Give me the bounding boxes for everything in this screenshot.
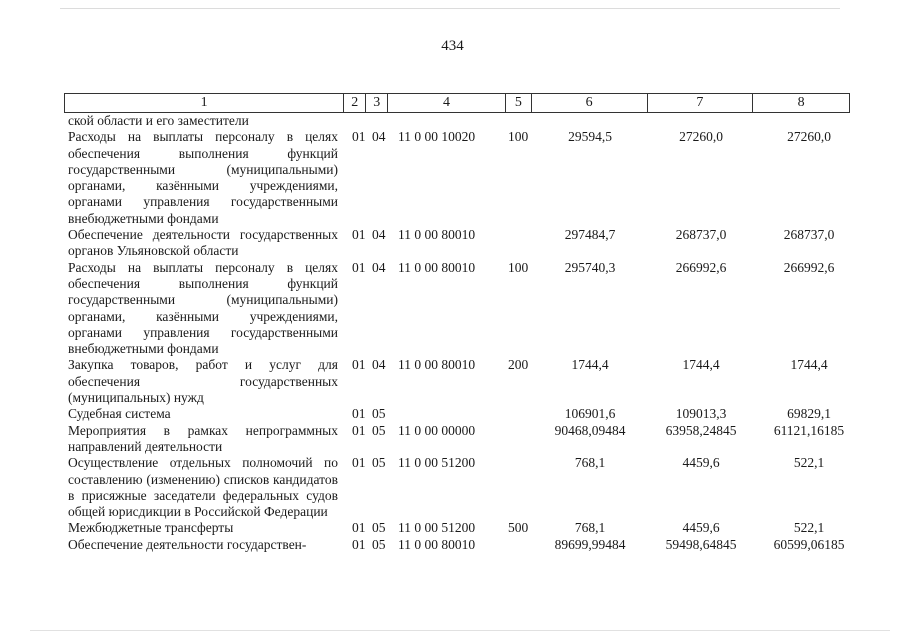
row-amount-col7: 4459,6 (682, 520, 720, 536)
row-subsection: 05 (372, 422, 386, 438)
row-amount-col7: 266992,6 (675, 259, 727, 275)
table-row (64, 520, 864, 536)
row-subsection: 04 (372, 259, 386, 275)
row-amount-col6: 295740,3 (564, 259, 616, 275)
row-amount-col6: 768,1 (574, 455, 606, 471)
header-col-2: 2 (344, 94, 366, 112)
row-subsection: 05 (372, 536, 386, 552)
row-expense-type: 100 (508, 259, 529, 275)
table-header (64, 93, 850, 113)
row-section: 01 (352, 406, 366, 422)
table-row (64, 260, 864, 358)
row-name: Расходы на выплаты персоналу в целях обеспечения выполнения функций государственными (муниципальными) органами, казёнными учреждениями, органами управления государственными внебюджетными фондами (68, 259, 338, 357)
row-expense-type (506, 455, 532, 520)
table-row (64, 357, 864, 406)
row-amount-col7 (648, 113, 754, 129)
row-amount-col6: 1744,4 (571, 357, 609, 373)
row-amount-col6: 768,1 (574, 520, 606, 536)
header-col-7: 7 (648, 94, 754, 112)
row-name: Обеспечение деятельности государствен- (68, 536, 307, 552)
row-subsection: 04 (372, 129, 386, 145)
table-row (64, 537, 864, 553)
row-amount-col8: 522,1 (793, 455, 825, 471)
page-number: 434 (441, 38, 464, 54)
row-amount-col7: 109013,3 (675, 406, 727, 422)
row-amount-col8: 69829,1 (787, 406, 831, 422)
row-section: 01 (352, 455, 366, 471)
row-name: Судебная система (68, 406, 171, 422)
table-row (64, 129, 864, 227)
row-target-code: 11 0 00 80010 (398, 536, 476, 552)
row-amount-col7: 59498,64845 (665, 536, 737, 552)
row-amount-col6: 106901,6 (564, 406, 616, 422)
row-subsection: 05 (372, 455, 386, 471)
row-amount-col8: 27260,0 (787, 129, 831, 145)
row-target-code: 11 0 00 10020 (398, 129, 476, 145)
row-amount-col6 (532, 113, 648, 129)
row-amount-col7: 1744,4 (682, 357, 720, 373)
row-section: 01 (352, 129, 366, 145)
row-subsection: 04 (372, 227, 386, 243)
row-section: 01 (352, 259, 366, 275)
row-name: Осуществление отдельных полномочий по составлению (изменению) списков кандидатов в присяжные заседатели федеральных судов общей юрисдикции в Российской Федерации (68, 455, 338, 520)
row-amount-col7: 268737,0 (675, 227, 727, 243)
table-row (64, 406, 864, 422)
row-amount-col6: 90468,09484 (554, 422, 626, 438)
row-name: Обеспечение деятельности государственных органов Ульяновской области (68, 227, 338, 259)
row-expense-type (506, 537, 532, 553)
row-name: Мероприятия в рамках непрограммных направлений деятельности (68, 422, 338, 454)
header-col-4: 4 (388, 94, 506, 112)
table-body (64, 113, 864, 553)
row-expense-type (506, 423, 532, 456)
row-expense-type (506, 406, 532, 422)
row-expense-type (506, 113, 532, 129)
row-subsection (366, 113, 388, 129)
row-section: 01 (352, 357, 366, 373)
row-target-code (388, 406, 506, 422)
row-subsection: 05 (372, 520, 386, 536)
header-col-3: 3 (366, 94, 388, 112)
row-amount-col8: 266992,6 (783, 259, 835, 275)
row-name: Межбюджетные трансферты (68, 520, 234, 536)
row-amount-col7: 4459,6 (682, 455, 720, 471)
row-section: 01 (352, 227, 366, 243)
row-amount-col8: 1744,4 (790, 357, 828, 373)
row-amount-col7: 27260,0 (679, 129, 723, 145)
row-amount-col8: 61121,16185 (773, 422, 845, 438)
table-row (64, 227, 864, 260)
row-subsection: 05 (372, 406, 386, 422)
row-amount-col8: 268737,0 (783, 227, 835, 243)
row-amount-col8: 522,1 (793, 520, 825, 536)
row-amount-col8 (754, 113, 864, 129)
row-amount-col6: 297484,7 (564, 227, 616, 243)
header-col-1: 1 (65, 94, 344, 112)
header-col-5: 5 (506, 94, 532, 112)
row-target-code: 11 0 00 51200 (398, 520, 476, 536)
row-name: Расходы на выплаты персоналу в целях обеспечения выполнения функций государственными (муниципальными) органами, казёнными учреждениями, органами управления государственными внебюджетными фондами (68, 129, 338, 226)
row-section: 01 (352, 536, 366, 552)
row-target-code (388, 113, 506, 129)
table-row (64, 423, 864, 456)
row-target-code: 11 0 00 80010 (398, 227, 476, 243)
row-amount-col6: 29594,5 (568, 129, 612, 145)
row-name: ской области и его заместители (68, 113, 249, 128)
row-target-code: 11 0 00 00000 (398, 422, 476, 438)
row-section: 01 (352, 520, 366, 536)
row-section: 01 (352, 422, 366, 438)
table-row (64, 113, 864, 129)
row-expense-type: 200 (508, 357, 529, 373)
row-section (344, 113, 366, 129)
header-col-8: 8 (797, 95, 805, 110)
scan-artifact-top (60, 8, 840, 9)
row-expense-type (506, 227, 532, 260)
row-amount-col6: 89699,99484 (554, 536, 626, 552)
row-expense-type: 100 (508, 129, 529, 145)
header-col-6: 6 (532, 94, 648, 112)
row-target-code: 11 0 00 80010 (398, 357, 476, 373)
row-amount-col8: 60599,06185 (773, 536, 845, 552)
row-amount-col7: 63958,24845 (665, 422, 737, 438)
row-expense-type: 500 (508, 520, 529, 536)
row-target-code: 11 0 00 80010 (398, 259, 476, 275)
row-target-code: 11 0 00 51200 (398, 455, 476, 471)
row-name: Закупка товаров, работ и услуг для обеспечения государственных (муниципальных) нужд (68, 357, 338, 406)
row-subsection: 04 (372, 357, 386, 373)
table-row (64, 455, 864, 520)
scan-artifact-bottom (30, 630, 890, 631)
